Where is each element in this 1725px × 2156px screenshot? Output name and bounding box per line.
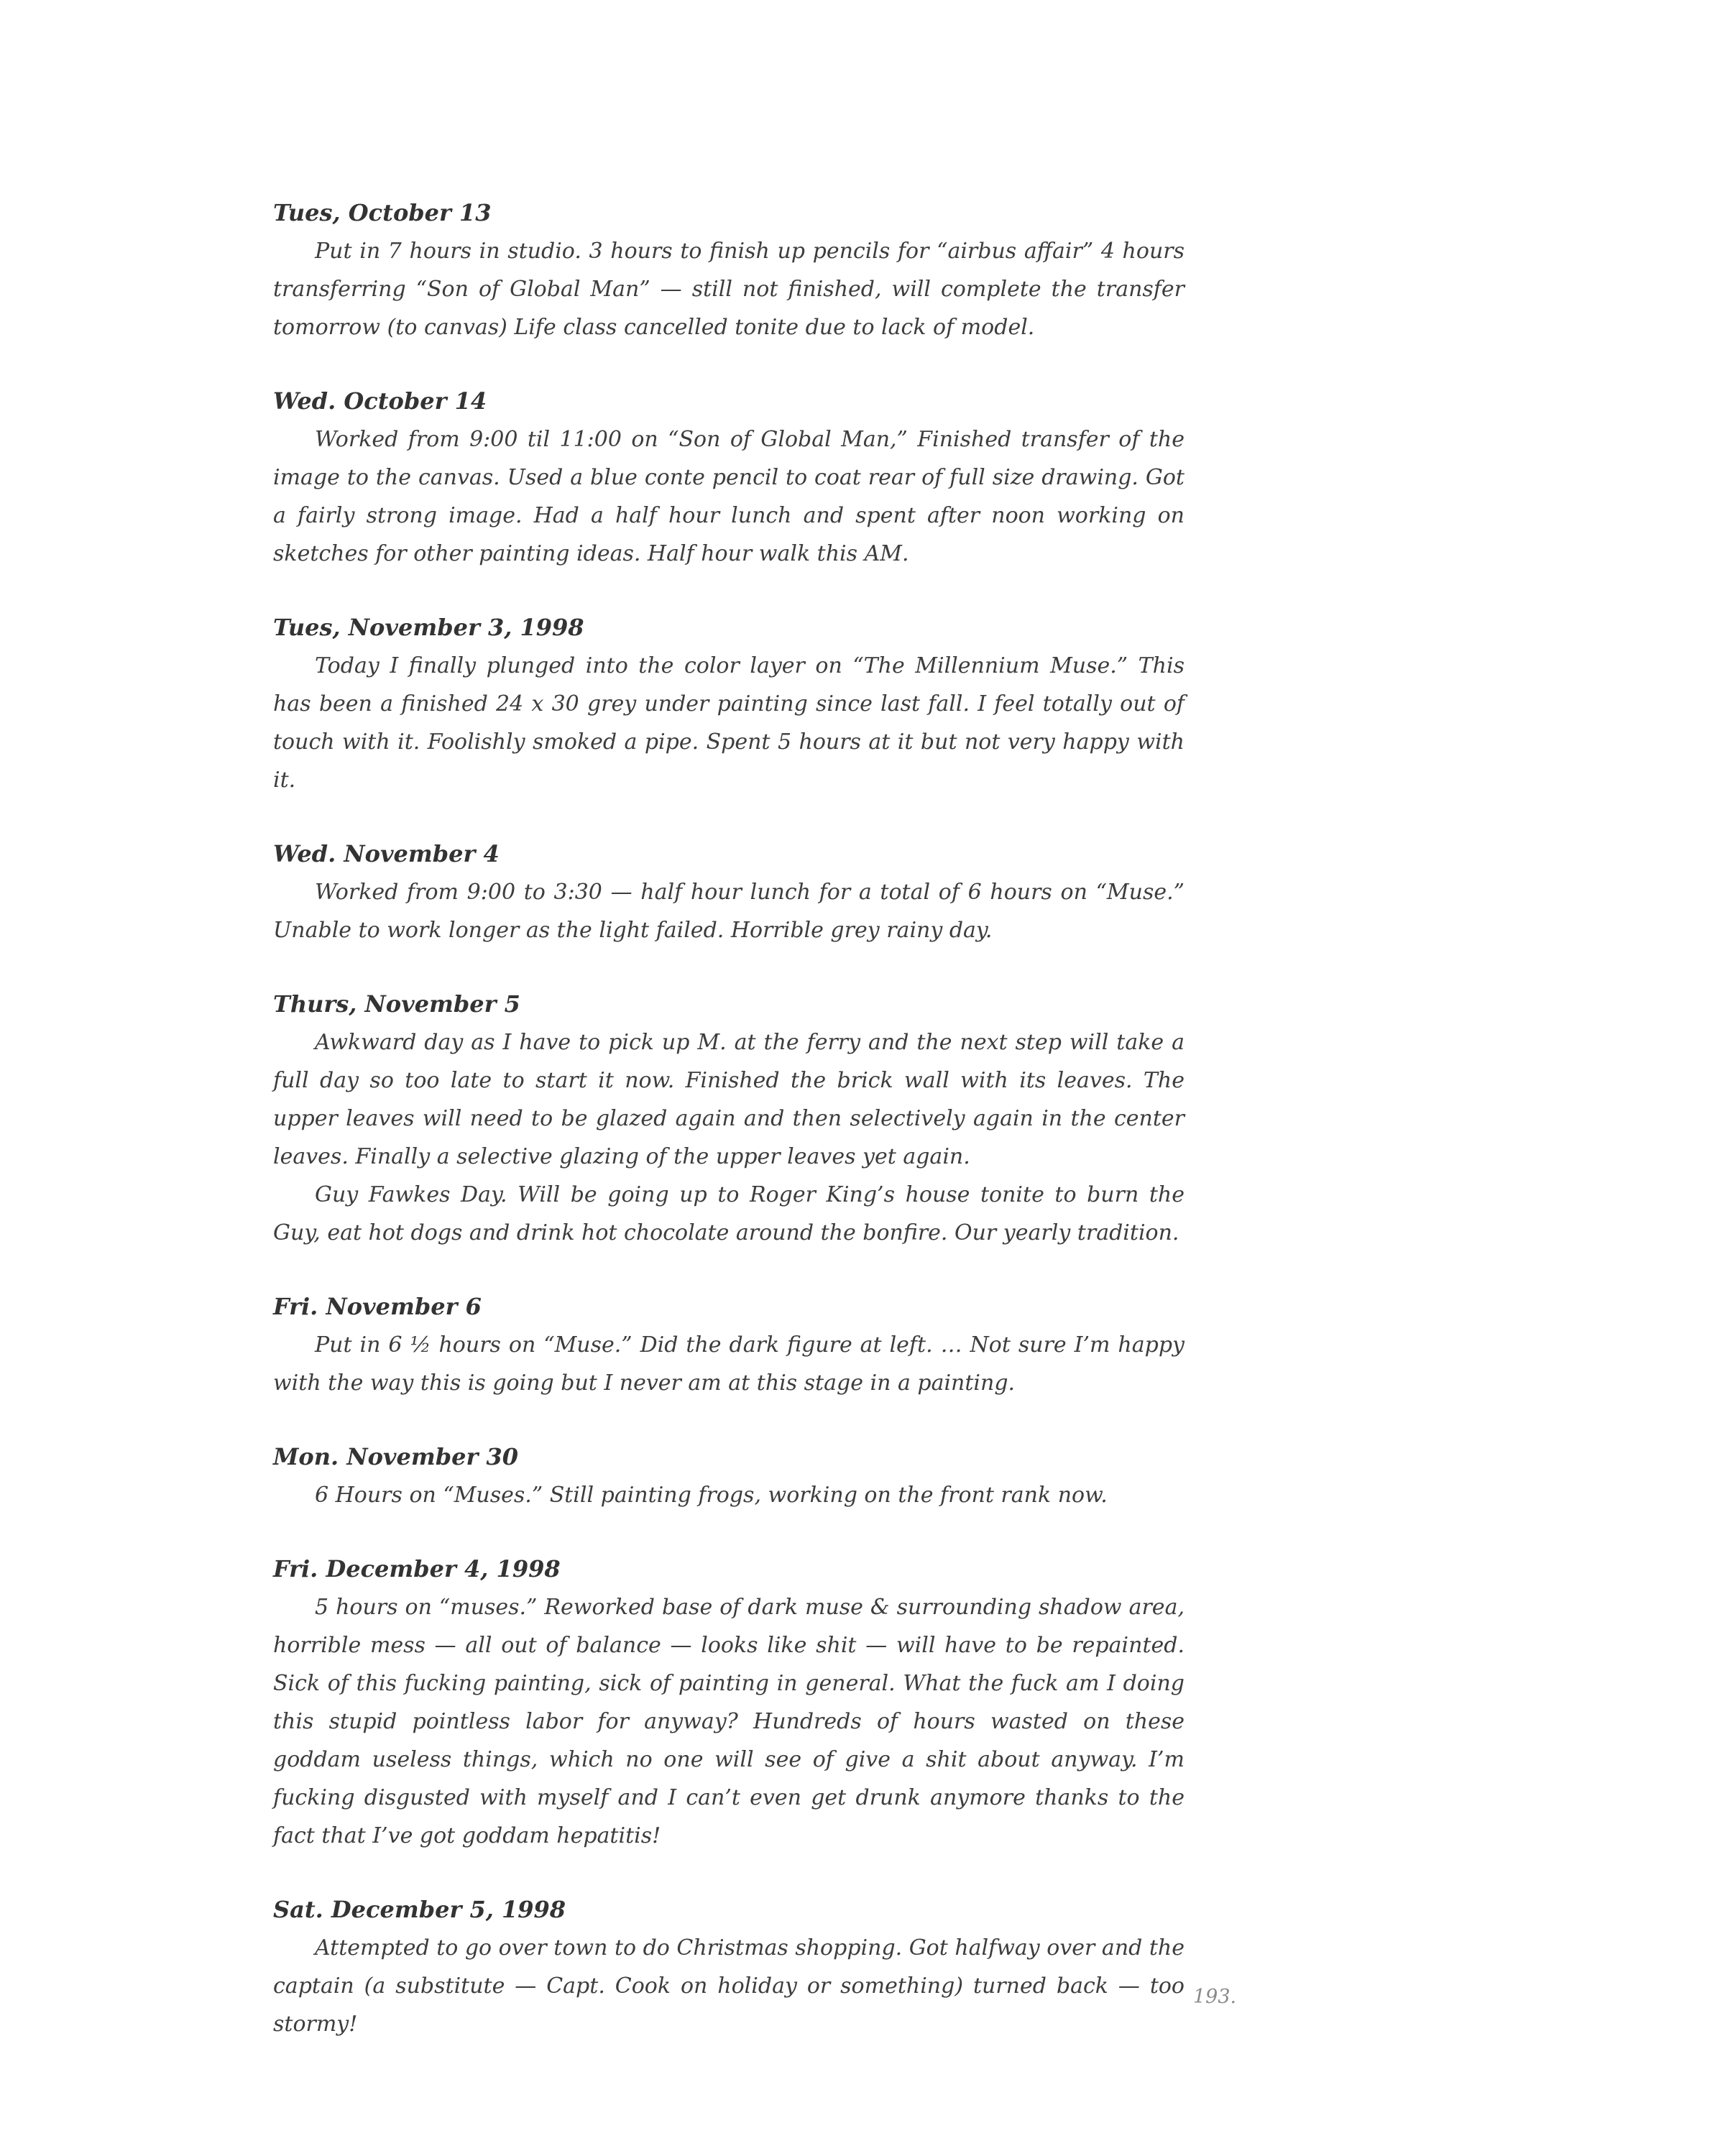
entry-date: Tues, October 13 xyxy=(273,199,492,226)
entry-date: Thurs, November 5 xyxy=(273,990,520,1018)
entry-text: Worked from 9:00 to 3:30 — half hour lunch for a total of 6 hours on “Muse.” Unable to work longer as the light failed. Horrible grey rainy day. xyxy=(273,880,1184,943)
entry-date: Mon. November 30 xyxy=(273,1443,518,1470)
journal-entry xyxy=(273,609,1184,799)
entry-text: Today I finally plunged into the color layer on “The Millennium Muse.” This has been a finished 24 x 30 grey under painting since last fall. I feel totally out of touch with it. Foolishly smoked a pipe. Spent 5 hours at it but not very happy with it. xyxy=(273,653,1184,793)
journal-entry xyxy=(273,985,1184,1252)
journal-entry xyxy=(273,1438,1184,1514)
journal-entry xyxy=(273,835,1184,949)
entry-date: Wed. November 4 xyxy=(273,840,500,867)
journal-page xyxy=(273,194,1184,2079)
entry-date: Sat. December 5, 1998 xyxy=(273,1896,566,1923)
page-number: 193. xyxy=(1193,1986,1237,2008)
journal-entry xyxy=(273,382,1184,573)
entry-text: 6 Hours on “Muses.” Still painting frogs, working on the front rank now. xyxy=(315,1483,1108,1508)
entry-text: Worked from 9:00 til 11:00 on “Son of Global Man,” Finished transfer of the image to the canvas. Used a blue conte pencil to coat rear of full size drawing. Got a fairly strong image. Had a half hour lunch and spent after noon working on sketches for other painting ideas. Half hour walk this AM. xyxy=(273,427,1184,566)
journal-entry xyxy=(273,1550,1184,1855)
entry-text: Put in 6 ½ hours on “Muse.” Did the dark figure at left. … Not sure I’m happy with the way this is going but I never am at this stage in a painting. xyxy=(273,1332,1184,1396)
entry-text: 5 hours on “muses.” Reworked base of dark muse & surrounding shadow area, horrible mess — all out of balance — looks like shit — will have to be repainted. Sick of this fucking painting, sick of painting in general. What the fuck am I doing this stupid pointless labor for anyway? Hundreds of hours wasted on these goddam useless things, which no one will see of give a shit about anyway. I’m fucking disgusted with myself and I can’t even get drunk anymore thanks to the fact that I’ve got goddam hepatitis! xyxy=(273,1595,1184,1848)
entry-date: Wed. October 14 xyxy=(273,387,487,415)
journal-entry xyxy=(273,1891,1184,2043)
entry-text: Attempted to go over town to do Christmas shopping. Got halfway over and the captain (a substitute — Capt. Cook on holiday or something) turned back — too stormy! xyxy=(273,1935,1185,2037)
journal-entry xyxy=(273,194,1184,346)
entry-text: Awkward day as I have to pick up M. at the ferry and the next step will take a full day so too late to start it now. Finished the brick wall with its leaves. The upper leaves will need to be glazed again and then selectively again in the center leaves. Finally a selective glazing of the upper leaves yet again. xyxy=(273,1030,1184,1169)
entry-text: Guy Fawkes Day. Will be going up to Roger King’s house tonite to burn the Guy, eat hot dogs and drink hot chocolate around the bonfire. Our yearly tradition. xyxy=(273,1182,1184,1245)
entry-date: Fri. November 6 xyxy=(273,1293,482,1320)
entry-date: Tues, November 3, 1998 xyxy=(273,614,584,641)
entry-text: Put in 7 hours in studio. 3 hours to finish up pencils for “airbus affair” 4 hours transferring “Son of Global Man” — still not finished, will complete the transfer tomorrow (to canvas) Life class cancelled tonite due to lack of model. xyxy=(273,239,1184,340)
journal-entry xyxy=(273,1288,1184,1402)
entry-date: Fri. December 4, 1998 xyxy=(273,1555,561,1583)
